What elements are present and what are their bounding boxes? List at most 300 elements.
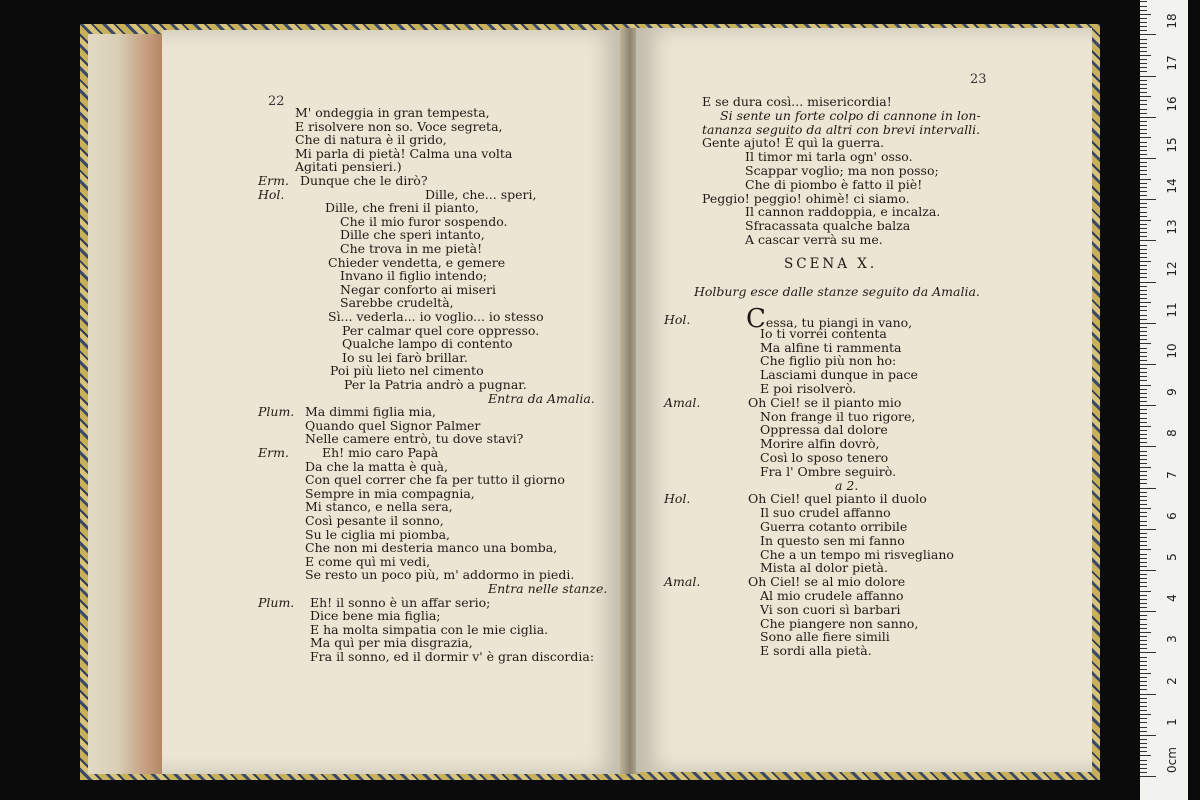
ruler-tick xyxy=(1140,146,1147,147)
ruler-tick xyxy=(1140,323,1156,324)
ruler-tick xyxy=(1140,689,1147,690)
ruler-number: 5 xyxy=(1165,553,1179,561)
ruler-tick xyxy=(1140,100,1147,101)
ruler-tick xyxy=(1140,479,1147,480)
ruler-tick xyxy=(1140,216,1147,217)
verse-text: E sordi alla pietà. xyxy=(760,643,872,659)
ruler-tick xyxy=(1140,640,1147,641)
verse-text: Agitati pensieri.) xyxy=(295,159,402,175)
ruler-tick xyxy=(1140,669,1147,670)
ruler-tick xyxy=(1140,578,1147,579)
verse-text: E poi risolverò. xyxy=(760,381,857,396)
ruler-tick xyxy=(1140,310,1147,311)
ruler-tick xyxy=(1140,253,1147,254)
verse-text: Dille che speri intanto, xyxy=(340,227,485,243)
left-page-number: 22 xyxy=(268,94,285,109)
verse-text: Dice bene mia figlia; xyxy=(310,608,441,624)
ruler-tick xyxy=(1140,599,1147,600)
ruler-tick xyxy=(1140,471,1147,472)
ruler-tick xyxy=(1140,393,1147,394)
verse-line xyxy=(760,381,856,396)
ruler-tick xyxy=(1140,595,1147,596)
verse-text: Io ti vorrei contenta xyxy=(760,325,887,341)
ruler-tick xyxy=(1140,191,1147,192)
ruler-tick xyxy=(1140,125,1147,126)
ruler-tick xyxy=(1140,389,1147,390)
verse-text: Mi parla di pietà! Calma una volta xyxy=(295,145,513,161)
verse-line xyxy=(760,353,896,368)
verse-text: Il cannon raddoppia, e incalza. xyxy=(745,204,941,220)
verse-text: E come quì mi vedi, xyxy=(305,553,431,569)
verse-text: Mista al dolor pietà. xyxy=(760,560,888,576)
verse-text: Che figlio più non ho: xyxy=(760,353,897,369)
ruler-tick xyxy=(1140,51,1147,52)
ruler-tick xyxy=(1140,10,1147,11)
ruler-tick xyxy=(1140,504,1147,505)
verse-text: Per calmar quel core oppresso. xyxy=(342,322,540,338)
verse-text: Così lo sposo tenero xyxy=(760,450,889,465)
ruler-tick xyxy=(1140,113,1147,114)
ruler-tick xyxy=(1140,624,1147,625)
verse-line xyxy=(760,560,888,575)
ruler-tick xyxy=(1140,446,1156,447)
speaker-label: Erm. xyxy=(258,173,289,188)
ruler-tick xyxy=(1140,508,1151,509)
ruler-tick xyxy=(1140,628,1147,629)
verse-text: Peggio! peggio! ohimè! ci siamo. xyxy=(702,190,910,206)
verse-text: Sfracassata qualche balza xyxy=(745,218,911,234)
ruler-tick xyxy=(1140,117,1156,118)
ruler-tick xyxy=(1140,430,1147,431)
verse-line xyxy=(760,602,901,617)
verse-line xyxy=(702,191,909,206)
verse-text: Sì... vederla... io voglio... io stesso xyxy=(328,309,544,324)
ruler-tick xyxy=(1140,306,1147,307)
verse-line xyxy=(745,177,922,192)
ruler-number: 15 xyxy=(1165,137,1179,153)
ruler-number: 0cm xyxy=(1165,747,1179,773)
verse-text: Oh Ciel! quel pianto il duolo xyxy=(748,491,927,507)
ruler-tick xyxy=(1140,232,1147,233)
verse-line xyxy=(760,629,890,644)
ruler-tick xyxy=(1140,187,1147,188)
ruler-tick xyxy=(1140,632,1151,633)
ruler-tick xyxy=(1140,195,1147,196)
ruler-tick xyxy=(1140,751,1147,752)
verse-text: Chieder vendetta, e gemere xyxy=(328,254,506,270)
ruler-tick xyxy=(1140,451,1147,452)
ruler-tick xyxy=(1140,409,1147,410)
ruler-tick xyxy=(1140,698,1147,699)
verse-line xyxy=(745,232,883,247)
verse-text: Eh! mio caro Papà xyxy=(322,445,439,460)
ruler-tick xyxy=(1140,488,1156,489)
ruler-tick xyxy=(1140,418,1147,419)
ruler-tick xyxy=(1140,315,1147,316)
ruler-tick xyxy=(1140,356,1147,357)
ruler-number: 4 xyxy=(1165,594,1179,603)
ruler-tick xyxy=(1140,80,1147,81)
verse-text: Gente ajuto! È quì la guerra. xyxy=(702,135,885,151)
ruler-tick xyxy=(1140,545,1147,546)
speaker-label: Plum. xyxy=(258,594,295,610)
ruler-tick xyxy=(1140,652,1156,653)
ruler-tick xyxy=(1140,360,1147,361)
verse-text: Che di piombo è fatto il piè! xyxy=(745,176,923,192)
ruler-tick xyxy=(1140,158,1156,159)
ruler-tick xyxy=(1140,661,1147,662)
speaker-label: Hol. xyxy=(664,312,691,327)
ruler-tick xyxy=(1140,84,1147,85)
verse-text: tananza seguito da altri con brevi intervalli. xyxy=(702,121,981,137)
ruler-tick xyxy=(1140,257,1147,258)
ruler-tick xyxy=(1140,298,1147,299)
speaker-label: Hol. xyxy=(258,186,285,202)
verse-text: Che di natura è il grido, xyxy=(295,132,447,148)
verse-line xyxy=(760,326,887,341)
ruler-tick xyxy=(1140,463,1147,464)
verse-line xyxy=(760,519,907,534)
ruler-number: 17 xyxy=(1165,54,1179,71)
verse-line xyxy=(760,533,905,548)
verse-text: E se dura così... misericordia! xyxy=(702,94,892,109)
ruler-tick xyxy=(1140,63,1147,64)
verse-line xyxy=(702,135,884,150)
verse-text: Ma dimmi figlia mia, xyxy=(305,404,436,420)
ruler-tick xyxy=(1140,727,1147,728)
ruler-tick xyxy=(1140,368,1147,369)
ruler-tick xyxy=(1140,166,1147,167)
ruler-tick xyxy=(1140,269,1147,270)
verse-text: Guerra cotanto orribile xyxy=(760,519,908,534)
ruler-tick xyxy=(1140,34,1156,35)
ruler-tick xyxy=(1140,88,1147,89)
ruler-tick xyxy=(1140,150,1147,151)
ruler-tick xyxy=(1140,18,1147,19)
ruler-tick xyxy=(1140,496,1147,497)
ruler-tick xyxy=(1140,245,1147,246)
ruler-number: 13 xyxy=(1165,219,1179,236)
ruler-tick xyxy=(1140,434,1147,435)
ruler-tick xyxy=(1140,475,1147,476)
ruler-tick xyxy=(1140,764,1147,765)
ruler-tick xyxy=(1140,142,1147,143)
verse-text: Non frange il tuo rigore, xyxy=(760,408,916,424)
ruler-tick xyxy=(1140,459,1147,460)
verse-text: Entra nelle stanze. xyxy=(488,581,608,596)
ruler-tick xyxy=(1140,722,1147,723)
ruler-tick xyxy=(1140,591,1151,592)
ruler-tick xyxy=(1140,76,1156,77)
ruler-number: 3 xyxy=(1165,635,1179,644)
ruler-tick xyxy=(1140,59,1147,60)
ruler-tick xyxy=(1140,710,1147,711)
ruler-tick xyxy=(1140,760,1147,761)
ruler-tick xyxy=(1140,455,1147,456)
verse-text: Eh! il sonno è un affar serio; xyxy=(310,594,491,610)
ruler-tick xyxy=(1140,43,1147,44)
ruler-tick xyxy=(1140,104,1147,105)
verse-text: Sarebbe crudeltà, xyxy=(340,295,454,311)
ruler-number: 11 xyxy=(1165,302,1179,318)
ruler-tick xyxy=(1140,677,1147,678)
verse-text: essa, tu piangi in vano, xyxy=(765,315,913,330)
ruler-tick xyxy=(1140,6,1147,7)
verse-text: Sempre in mia compagnia, xyxy=(305,485,475,501)
verse-line xyxy=(760,643,872,658)
ruler-tick xyxy=(1140,92,1147,93)
ruler-tick xyxy=(1140,67,1147,68)
ruler-tick xyxy=(1140,516,1147,517)
ruler-tick xyxy=(1140,162,1147,163)
verse-text: Sono alle fiere simili xyxy=(760,629,890,645)
ruler-tick xyxy=(1140,673,1151,674)
verse-text: Che piangere non sanno, xyxy=(760,615,919,631)
verse-text: Dille, che freni il pianto, xyxy=(325,200,479,216)
ruler-tick xyxy=(1140,702,1147,703)
ruler-tick xyxy=(1140,224,1147,225)
ruler-tick xyxy=(1140,438,1147,439)
ruler-tick xyxy=(1140,273,1147,274)
verse-text: Mi stanco, e nella sera, xyxy=(305,499,453,515)
verse-line xyxy=(760,505,891,520)
ruler-tick xyxy=(1140,442,1147,443)
ruler-tick xyxy=(1140,352,1147,353)
ruler-number: 8 xyxy=(1165,429,1179,438)
measuring-ruler xyxy=(1140,0,1188,800)
ruler-tick xyxy=(1140,39,1147,40)
verse-text: Si sente un forte colpo di cannone in lon- xyxy=(720,107,981,123)
ruler-tick xyxy=(1140,558,1147,559)
verse-line xyxy=(745,204,940,219)
verse-line xyxy=(748,395,901,410)
verse-text: Oh Ciel! se il pianto mio xyxy=(748,394,902,410)
ruler-tick xyxy=(1140,401,1147,402)
ruler-tick xyxy=(1140,183,1147,184)
verse-text: Fra il sonno, ed il dormir v' è gran discordia: xyxy=(310,649,595,664)
ruler-tick xyxy=(1140,694,1156,695)
ruler-tick xyxy=(1140,277,1147,278)
stage-direction: Holburg esce dalle stanze seguito da Amalia. xyxy=(694,284,980,299)
ruler-tick xyxy=(1140,249,1147,250)
ruler-tick xyxy=(1140,154,1147,155)
ruler-number: 18 xyxy=(1165,13,1179,30)
verse-text: Invano il figlio intendo; xyxy=(340,268,488,284)
ruler-tick xyxy=(1140,706,1147,707)
ruler-tick xyxy=(1140,71,1147,72)
ruler-tick xyxy=(1140,385,1151,386)
ruler-tick xyxy=(1140,747,1147,748)
verse-text: Io su lei farò brillar. xyxy=(342,349,468,365)
ruler-tick xyxy=(1140,492,1147,493)
ruler-tick xyxy=(1140,533,1147,534)
verse-line xyxy=(300,173,428,188)
ruler-tick xyxy=(1140,199,1156,200)
ruler-tick xyxy=(1140,735,1156,736)
ruler-tick xyxy=(1140,541,1147,542)
ruler-tick xyxy=(1140,261,1151,262)
verse-text: Il suo crudel affanno xyxy=(760,505,891,521)
ruler-tick xyxy=(1140,521,1147,522)
ruler-number: 2 xyxy=(1165,676,1179,685)
ruler-tick xyxy=(1140,236,1147,237)
verse-line xyxy=(760,547,954,562)
ruler-tick xyxy=(1140,397,1147,398)
ruler-tick xyxy=(1140,302,1151,303)
ruler-tick xyxy=(1140,648,1147,649)
ruler-tick xyxy=(1140,240,1156,241)
ruler-tick xyxy=(1140,405,1156,406)
verse-text: Che trova in me pietà! xyxy=(340,241,483,256)
ruler-tick xyxy=(1140,14,1151,15)
ruler-tick xyxy=(1140,566,1147,567)
verse-line xyxy=(760,340,902,355)
speaker-label: Amal. xyxy=(664,394,701,410)
verse-text: Da che la matta è quà, xyxy=(305,458,448,474)
verse-line xyxy=(720,108,981,123)
ruler-tick xyxy=(1140,607,1147,608)
verse-text: Con quel correr che fa per tutto il giorno xyxy=(305,472,565,488)
ruler-tick xyxy=(1140,739,1147,740)
ruler-tick xyxy=(1140,212,1147,213)
verse-text: Così pesante il sonno, xyxy=(305,513,444,528)
ruler-tick xyxy=(1140,220,1151,221)
verse-text: Oh Ciel! se al mio dolore xyxy=(748,574,906,590)
ruler-tick xyxy=(1140,137,1151,138)
ruler-tick xyxy=(1140,611,1156,612)
ruler-tick xyxy=(1140,290,1147,291)
ruler-tick xyxy=(1140,776,1156,777)
verse-text: Lasciami dunque in pace xyxy=(760,367,918,383)
verse-line xyxy=(760,616,918,631)
verse-text: Se resto un poco più, m' addormo in piedi. xyxy=(305,567,575,583)
verse-text: a 2. xyxy=(835,477,859,493)
verse-text: Per la Patria andrò a pugnar. xyxy=(344,377,527,392)
ruler-tick xyxy=(1140,364,1156,365)
ruler-tick xyxy=(1140,574,1147,575)
verse-text: Qualche lampo di contento xyxy=(342,336,513,352)
speaker-label: Amal. xyxy=(664,574,701,590)
ruler-tick xyxy=(1140,657,1147,658)
verse-text: Dunque che le dirò? xyxy=(300,173,428,188)
verse-line xyxy=(488,391,595,406)
verse-line xyxy=(488,581,607,596)
verse-text: Vi son cuori sì barbari xyxy=(760,601,901,617)
verse-text: Che il mio furor sospendo. xyxy=(340,213,508,229)
verse-line xyxy=(760,422,888,437)
verse-text: Che a un tempo mi risvegliano xyxy=(760,546,954,562)
verse-text: In questo sen mi fanno xyxy=(760,532,905,548)
page-edges xyxy=(88,34,162,774)
ruler-tick xyxy=(1140,562,1147,563)
verse-line xyxy=(702,122,980,137)
verse-text: Ma alfine ti rammenta xyxy=(760,339,902,355)
verse-line xyxy=(835,478,858,493)
verse-line xyxy=(760,450,888,465)
ruler-tick xyxy=(1140,380,1147,381)
ruler-tick xyxy=(1140,570,1156,571)
ruler-tick xyxy=(1140,372,1147,373)
ruler-number: 9 xyxy=(1165,388,1179,397)
verse-text: Negar conforto ai miseri xyxy=(340,281,497,297)
ruler-tick xyxy=(1140,755,1151,756)
right-page-number: 23 xyxy=(970,72,987,87)
ruler-tick xyxy=(1140,348,1147,349)
scene-title: SCENA X. xyxy=(784,256,878,272)
verse-text: Entra da Amalia. xyxy=(488,390,595,406)
ruler-tick xyxy=(1140,376,1147,377)
verse-line xyxy=(760,367,918,382)
ruler-tick xyxy=(1140,529,1156,530)
ruler-tick xyxy=(1140,343,1151,344)
verse-line xyxy=(748,491,927,506)
verse-line xyxy=(760,409,915,424)
ruler-tick xyxy=(1140,129,1147,130)
ruler-tick xyxy=(1140,265,1147,266)
ruler-number: 12 xyxy=(1165,260,1179,277)
ruler-tick xyxy=(1140,525,1147,526)
speaker-label: Erm. xyxy=(258,445,289,460)
ruler-tick xyxy=(1140,282,1156,283)
ruler-tick xyxy=(1140,170,1147,171)
ruler-tick xyxy=(1140,483,1147,484)
speaker-label: Plum. xyxy=(258,404,295,420)
ruler-tick xyxy=(1140,55,1151,56)
ruler-number: 10 xyxy=(1165,343,1179,359)
ruler-number: 6 xyxy=(1165,511,1179,520)
verse-text: Su le ciglia mi piomba, xyxy=(305,526,451,542)
verse-text: Quando quel Signor Palmer xyxy=(305,417,481,433)
ruler-tick xyxy=(1140,319,1147,320)
ruler-tick xyxy=(1140,554,1147,555)
ruler-tick xyxy=(1140,549,1151,550)
ruler-tick xyxy=(1140,582,1147,583)
verse-text: A cascar verrà su me. xyxy=(745,232,883,247)
ruler-tick xyxy=(1140,731,1147,732)
ruler-tick xyxy=(1140,426,1151,427)
verse-line xyxy=(760,464,896,479)
ruler-tick xyxy=(1140,636,1147,637)
verse-line xyxy=(310,649,594,664)
ruler-tick xyxy=(1140,327,1147,328)
verse-text: E ha molta simpatia con le mie ciglia. xyxy=(310,621,549,637)
ruler-tick xyxy=(1140,207,1147,208)
ruler-tick xyxy=(1140,772,1147,773)
ruler-tick xyxy=(1140,619,1147,620)
ruler-tick xyxy=(1140,685,1147,686)
drop-cap: C xyxy=(746,304,766,334)
verse-line xyxy=(748,574,905,589)
ruler-tick xyxy=(1140,179,1151,180)
verse-line xyxy=(745,163,939,178)
ruler-tick xyxy=(1140,615,1147,616)
ruler-tick xyxy=(1140,26,1147,27)
ruler-tick xyxy=(1140,714,1151,715)
verse-text: Nelle camere entrò, tu dove stavi? xyxy=(305,431,524,447)
verse-text: Morire alfin dovrò, xyxy=(760,436,880,452)
ruler-tick xyxy=(1140,96,1151,97)
verse-line xyxy=(760,436,880,451)
ruler-tick xyxy=(1140,512,1147,513)
ruler-tick xyxy=(1140,665,1147,666)
ruler-tick xyxy=(1140,1,1147,2)
ruler-number: 1 xyxy=(1165,717,1179,726)
verse-text: Che non mi desteria manco una bomba, xyxy=(305,540,558,556)
ruler-tick xyxy=(1140,121,1147,122)
ruler-tick xyxy=(1140,203,1147,204)
ruler-tick xyxy=(1140,467,1151,468)
verse-text: Ma quì per mia disgrazia, xyxy=(310,635,473,651)
